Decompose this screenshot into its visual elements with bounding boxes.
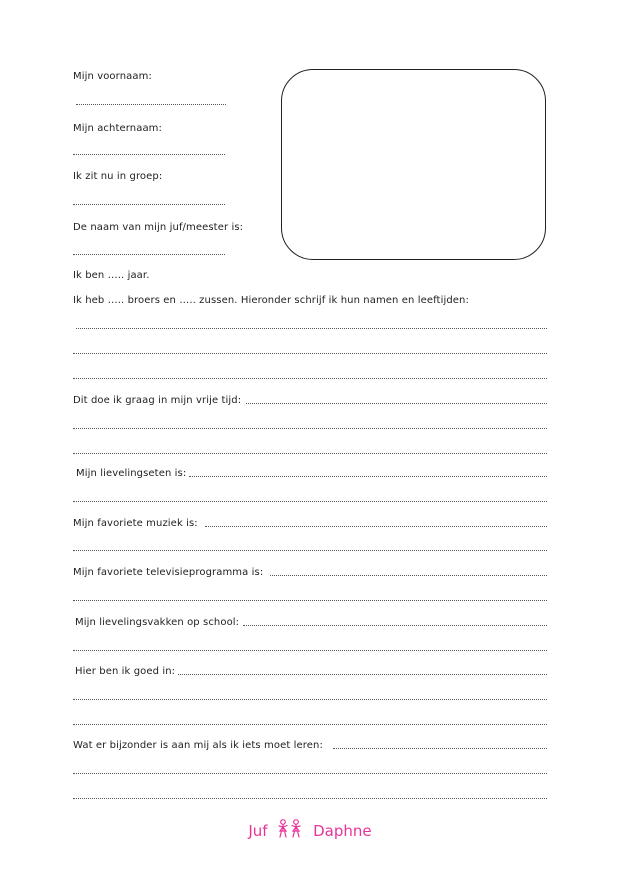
favorite-music-label: Mijn favoriete muziek is: <box>73 518 198 529</box>
first-name-label: Mijn voornaam: <box>73 71 152 82</box>
age-label: Ik ben ….. jaar. <box>73 270 150 281</box>
teacher-line[interactable] <box>73 254 225 255</box>
learning-label: Wat er bijzonder is aan mij als ik iets moet leren: <box>73 740 323 751</box>
siblings-line[interactable] <box>73 378 547 379</box>
teacher-label: De naam van mijn juf/meester is: <box>73 222 244 233</box>
favorite-subjects-line[interactable] <box>243 625 547 626</box>
siblings-line[interactable] <box>76 328 547 329</box>
last-name-label: Mijn achternaam: <box>73 123 162 134</box>
good-at-line[interactable] <box>73 699 547 700</box>
favorite-tv-line[interactable] <box>270 575 547 576</box>
footer-brand <box>0 818 620 844</box>
free-time-line[interactable] <box>73 453 547 454</box>
favorite-food-line[interactable] <box>189 476 547 477</box>
brand-right: Daphne <box>313 822 372 840</box>
free-time-line[interactable] <box>73 428 547 429</box>
favorite-tv-label: Mijn favoriete televisieprogramma is: <box>73 567 264 578</box>
learning-line[interactable] <box>73 798 547 799</box>
favorite-food-label: Mijn lievelingseten is: <box>76 468 187 479</box>
favorite-subjects-label: Mijn lievelingsvakken op school: <box>75 617 240 628</box>
last-name-line[interactable] <box>73 154 225 155</box>
favorite-music-line[interactable] <box>205 526 547 527</box>
favorite-music-line[interactable] <box>73 550 547 551</box>
first-name-line[interactable] <box>76 104 226 105</box>
good-at-line[interactable] <box>73 724 547 725</box>
dancing-girls-icon <box>275 818 305 844</box>
free-time-line[interactable] <box>246 403 547 404</box>
group-line[interactable] <box>73 204 225 205</box>
good-at-label: Hier ben ik goed in: <box>75 666 176 677</box>
photo-box[interactable] <box>281 69 546 260</box>
favorite-tv-line[interactable] <box>73 600 547 601</box>
group-label: Ik zit nu in groep: <box>73 171 163 182</box>
free-time-label: Dit doe ik graag in mijn vrije tijd: <box>73 395 242 406</box>
learning-line[interactable] <box>73 773 547 774</box>
favorite-subjects-line[interactable] <box>73 650 547 651</box>
favorite-food-line[interactable] <box>73 501 547 502</box>
good-at-line[interactable] <box>178 674 547 675</box>
siblings-line[interactable] <box>73 353 547 354</box>
learning-line[interactable] <box>333 748 547 749</box>
brand-left: Juf <box>248 822 268 840</box>
siblings-label: Ik heb ….. broers en ….. zussen. Hieronder schrijf ik hun namen en leeftijden: <box>73 295 469 306</box>
